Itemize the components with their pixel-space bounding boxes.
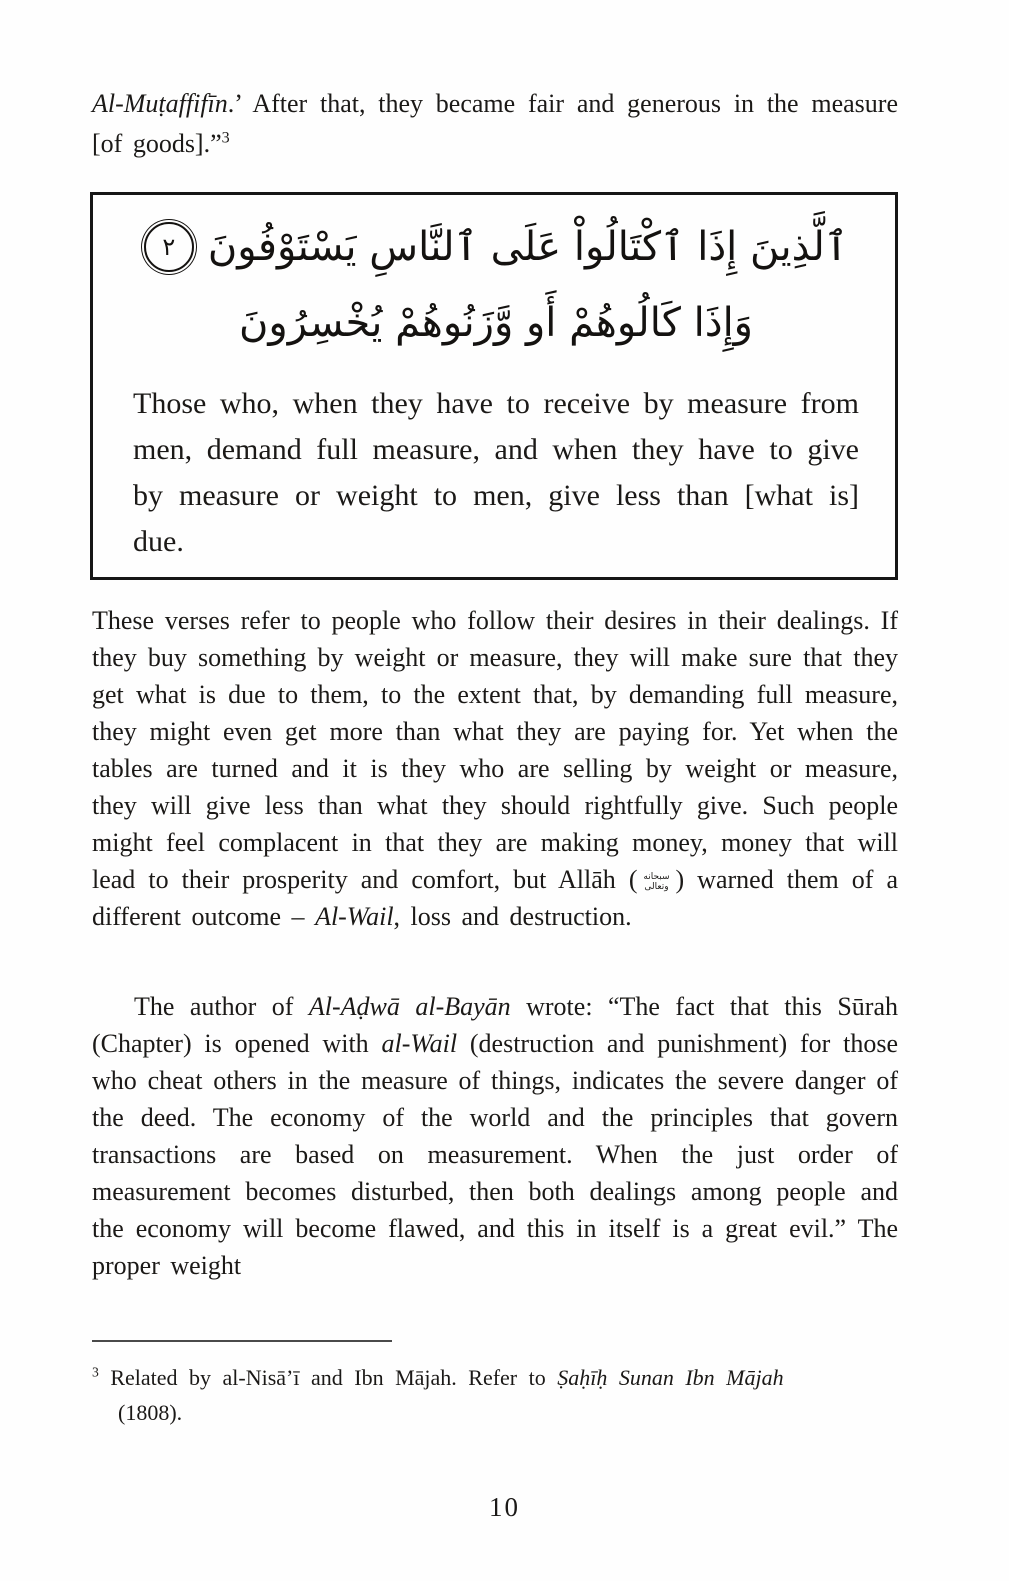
footnote: $^3$ Related by al-Nisā’ī and Ibn Mājah. Refer to Ṣaḥīḥ Sunan Ibn Mājah (1808). <box>92 1364 784 1425</box>
ayah-number: ٢ <box>162 233 176 261</box>
commentary-paragraph-2: The author of Al-Aḍwā al-Bayān wrote: “The fact that this Sūrah (Chapter) is opened with al-Wail (destruction and punishment) for those who cheat others in the measure of things, indicates the severe danger of the deed. The economy of the world and the principles that govern transactions are based on measurement. When the just order of measurement becomes disturbed, then both dealings among people and the economy will become flawed, and this in itself is a great evil.” The proper weight <box>92 992 898 1280</box>
commentary-paragraph-1: These verses refer to people who follow their desires in their dealings. If they buy something by weight or measure, they will make sure that they get what is due to them, to the extent that, by demanding full measure, they might even get more than what they are paying for. Yet when the tables are turned and it is they who are selling by weight or measure, they will give less than what they should rightfully give. Such people might feel complacent in that they are making money, money that will lead to their prosperity and comfort, but Allāh ( سبحانه وتعالى ) warned them of a different outcome – Al-Wail, loss and destruction. <box>92 606 899 931</box>
quran-verse-box <box>90 192 898 580</box>
footnote-divider <box>92 1340 392 1342</box>
intro-paragraph: Al-Muṭaffifīn.’ After that, they became fair and generous in the measure [of goods].”$^3$ <box>92 89 898 158</box>
verse-translation: Those who, when they have to receive by measure from men, demand full measure, and when they have to give by measure or weight to men, give less than [what is] due. <box>133 387 859 558</box>
page-number: 10 <box>489 1492 520 1522</box>
arabic-verse-line-2 <box>133 285 859 361</box>
arabic-verse-text-2: وَإِذَا كَالُوهُمْ أَو وَّزَنُوهُمْ يُخْسِرُونَ <box>239 300 753 346</box>
arabic-verse-text-1: ٱلَّذِينَ إِذَا ٱكْتَالُواْ عَلَى ٱلنَّاسِ يَسْتَوْفُونَ <box>207 224 849 270</box>
ayah-number-medallion <box>144 222 194 272</box>
arabic-verse-line-1 <box>133 209 859 285</box>
